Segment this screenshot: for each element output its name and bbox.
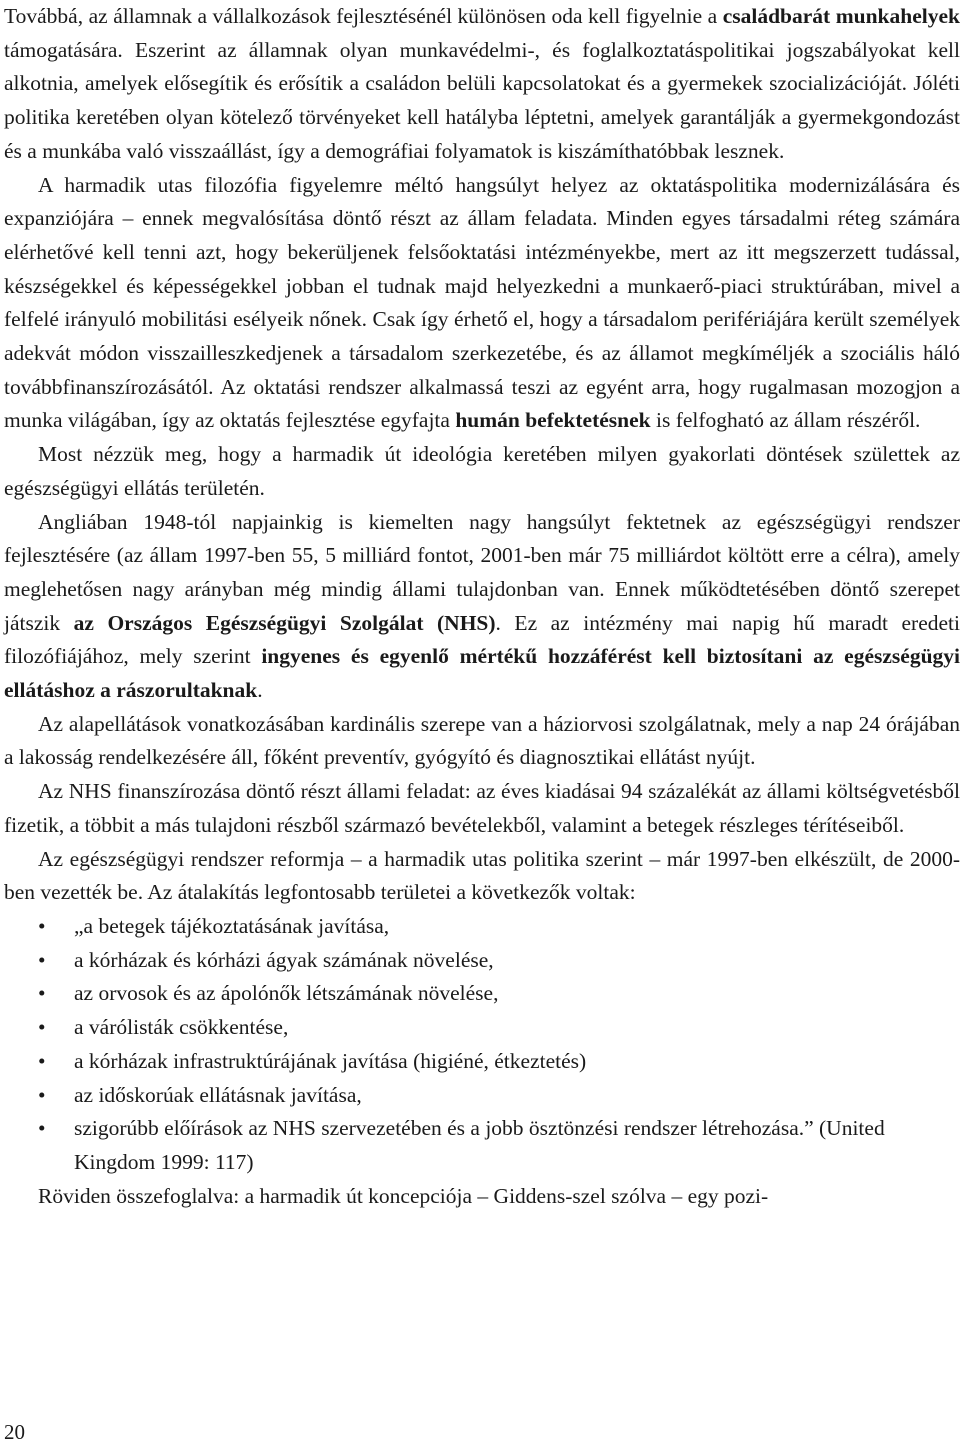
list-item xyxy=(4,944,960,978)
list-item xyxy=(4,1112,960,1179)
paragraph-reform-intro: Az egészségügyi rendszer reformja – a harmadik utas politika szerint – már 1997-ben elkészült, de 2000-ben vezették be. Az átalakítás legfontosabb területei a következők voltak: xyxy=(4,846,960,905)
list-item-text: szigorúbb előírások az NHS szervezetében és a jobb ösztönzési rendszer létrehozása.” (United Kingdom 1999: 117) xyxy=(74,1116,885,1174)
list-item-text: az időskorúak ellátásnak javítása, xyxy=(74,1082,362,1107)
list-item-text: „a betegek tájékoztatásának javítása, xyxy=(74,913,390,938)
list-item xyxy=(4,977,960,1011)
page-number: 20 xyxy=(4,1420,25,1444)
paragraph-education-policy xyxy=(4,169,960,439)
paragraph-text: A harmadik utas filozófia figyelemre méltó hangsúlyt helyez az oktatáspolitika modernizálására és expanziójára – ennek megvalósítása döntő részt az állam feladata. Minden egyes társadalmi réteg számára elérhetővé kell tenni azt, hogy bekerüljenek felsőoktatási intézményekbe, mert az itt megszerzett tudással, készségekkel és képességekkel jobban el tudnak majd helyezkedni a munkaerő-piaci struktúrában, mivel a felfelé irányuló mobilitási esélyeik nőnek. Csak így érhető el, hogy a társadalom perifériájára került személyek adekvát módon visszailleszkedjenek a társadalom szerkezetébe, és az államot megkíméljék a szociális háló továbbfinanszírozásától. Az oktatási rendszer alkalmassá teszi az egyént arra, hogy rugalmasan mozogjon a munka világában, így az oktatás fejlesztése egyfajta xyxy=(4,172,960,433)
list-item xyxy=(4,1045,960,1079)
list-item-text: az orvosok és az ápolónők létszámának növelése, xyxy=(74,981,499,1006)
bold-term-human-investment: humán befektetésnek xyxy=(455,408,651,433)
bullet-icon: • xyxy=(38,947,46,972)
list-item-text: a várólisták csökkentése, xyxy=(74,1015,289,1040)
paragraph-text: Angliában 1948-tól napjainkig is kiemelten nagy hangsúlyt fektetnek az egészségügyi rendszer fejlesztésére (az állam 1997-ben 55, 5 milliárd fontot, 2001-ben már 75 milliárdot költött erre a célra), amely meglehetősen nagy arányban még mindig állami tulajdonban van. Ennek működtetésében döntő szerepet játszik xyxy=(4,509,960,635)
paragraph-family-friendly-workplaces xyxy=(4,0,960,169)
bullet-icon: • xyxy=(38,1015,46,1040)
paragraph-text: . xyxy=(257,678,263,703)
list-item xyxy=(4,1011,960,1045)
paragraph-summary: Röviden összefoglalva: a harmadik út koncepciója – Giddens-szel szólva – egy pozi- xyxy=(38,1183,769,1208)
list-item-text: a kórházak és kórházi ágyak számának növelése, xyxy=(74,947,494,972)
paragraph-primary-care: Az alapellátások vonatkozásában kardinális szerepe van a háziorvosi szolgálatnak, mely a nap 24 órájában a lakosság rendelkezésére áll, főként preventív, gyógyító és diagnosztikai ellátást nyújt. xyxy=(4,711,960,770)
bullet-icon: • xyxy=(38,1116,46,1141)
paragraph-text: is felfogható az állam részéről. xyxy=(650,408,921,433)
list-item xyxy=(4,910,960,944)
bullet-icon: • xyxy=(38,1048,46,1073)
bullet-icon: • xyxy=(38,913,46,938)
list-item xyxy=(4,1079,960,1113)
document-page xyxy=(4,0,960,1213)
reform-bullet-list xyxy=(4,910,960,1180)
paragraph-nhs-financing: Az NHS finanszírozása döntő részt állami feladat: az éves kiadásai 94 százalékát az állami költségvetésből fizetik, a többit a más tulajdoni részből származó bevételekből, valamint a betegek részleges térítéseiből. xyxy=(4,779,960,837)
bold-term-equal-access: ingyenes és egyenlő mértékű hozzáférést kell biztosítani az egészségügyi ellátáshoz a rászorultaknak xyxy=(4,644,960,703)
paragraph-text: . Ez az intézmény mai napig hű maradt eredeti filozófiájához, mely szerint xyxy=(4,610,960,669)
paragraph-text: Továbbá, az államnak a vállalkozások fejlesztésénél különösen oda kell figyelnie a xyxy=(4,4,723,28)
list-item-text: a kórházak infrastruktúrájának javítása (higiéné, étkeztetés) xyxy=(74,1048,587,1073)
paragraph-text: támogatására. Eszerint az államnak olyan munkavédelmi-, és foglalkoztatáspolitikai jogszabályokat kell alkotnia, amelyek elősegítik és erősítik a családon belüli kapcsolatokat és a gyermekek szocializációját. Jóléti politika keretében olyan kötelező törvényeket kell hatályba léptetni, amelyek garantálják a gyermekgondozást és a munkába való visszaállást, így a demográfiai folyamatok is kiszámíthatóbbak lesznek. xyxy=(4,37,960,163)
bullet-icon: • xyxy=(38,981,46,1006)
paragraph-nhs-overview xyxy=(4,506,960,708)
paragraph-healthcare-intro: Most nézzük meg, hogy a harmadik út ideológia keretében milyen gyakorlati döntések születtek az egészségügyi ellátás területén. xyxy=(4,442,960,500)
bold-term-nhs: az Országos Egészségügyi Szolgálat (NHS) xyxy=(73,610,496,635)
bold-term-family-friendly-workplaces: családbarát munkahelyek xyxy=(722,4,960,28)
bullet-icon: • xyxy=(38,1082,46,1107)
